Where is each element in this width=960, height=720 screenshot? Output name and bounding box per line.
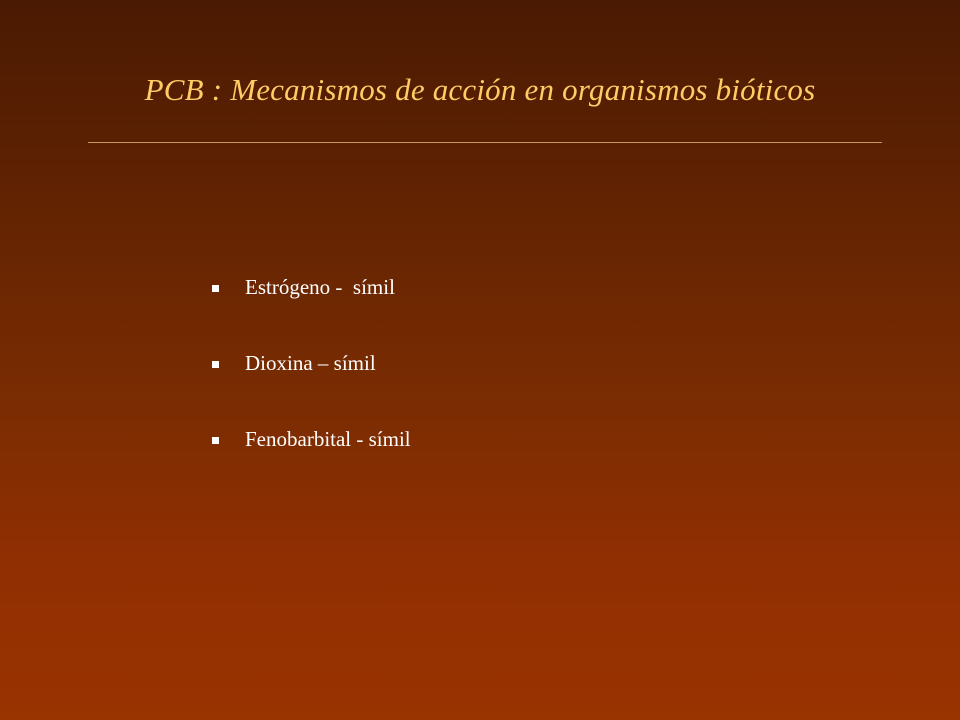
bullet-text: Fenobarbital - símil (245, 427, 411, 451)
bullet-text: Estrógeno - símil (245, 275, 395, 299)
bullet-text: Dioxina – símil (245, 351, 376, 375)
title-divider (88, 142, 882, 143)
square-bullet-icon (212, 285, 219, 292)
square-bullet-icon (212, 437, 219, 444)
bullet-list (212, 268, 411, 496)
list-item (212, 268, 411, 306)
square-bullet-icon (212, 361, 219, 368)
slide-title: PCB : Mecanismos de acción en organismos bióticos (144, 72, 816, 107)
list-item (212, 420, 411, 458)
list-item (212, 344, 411, 382)
